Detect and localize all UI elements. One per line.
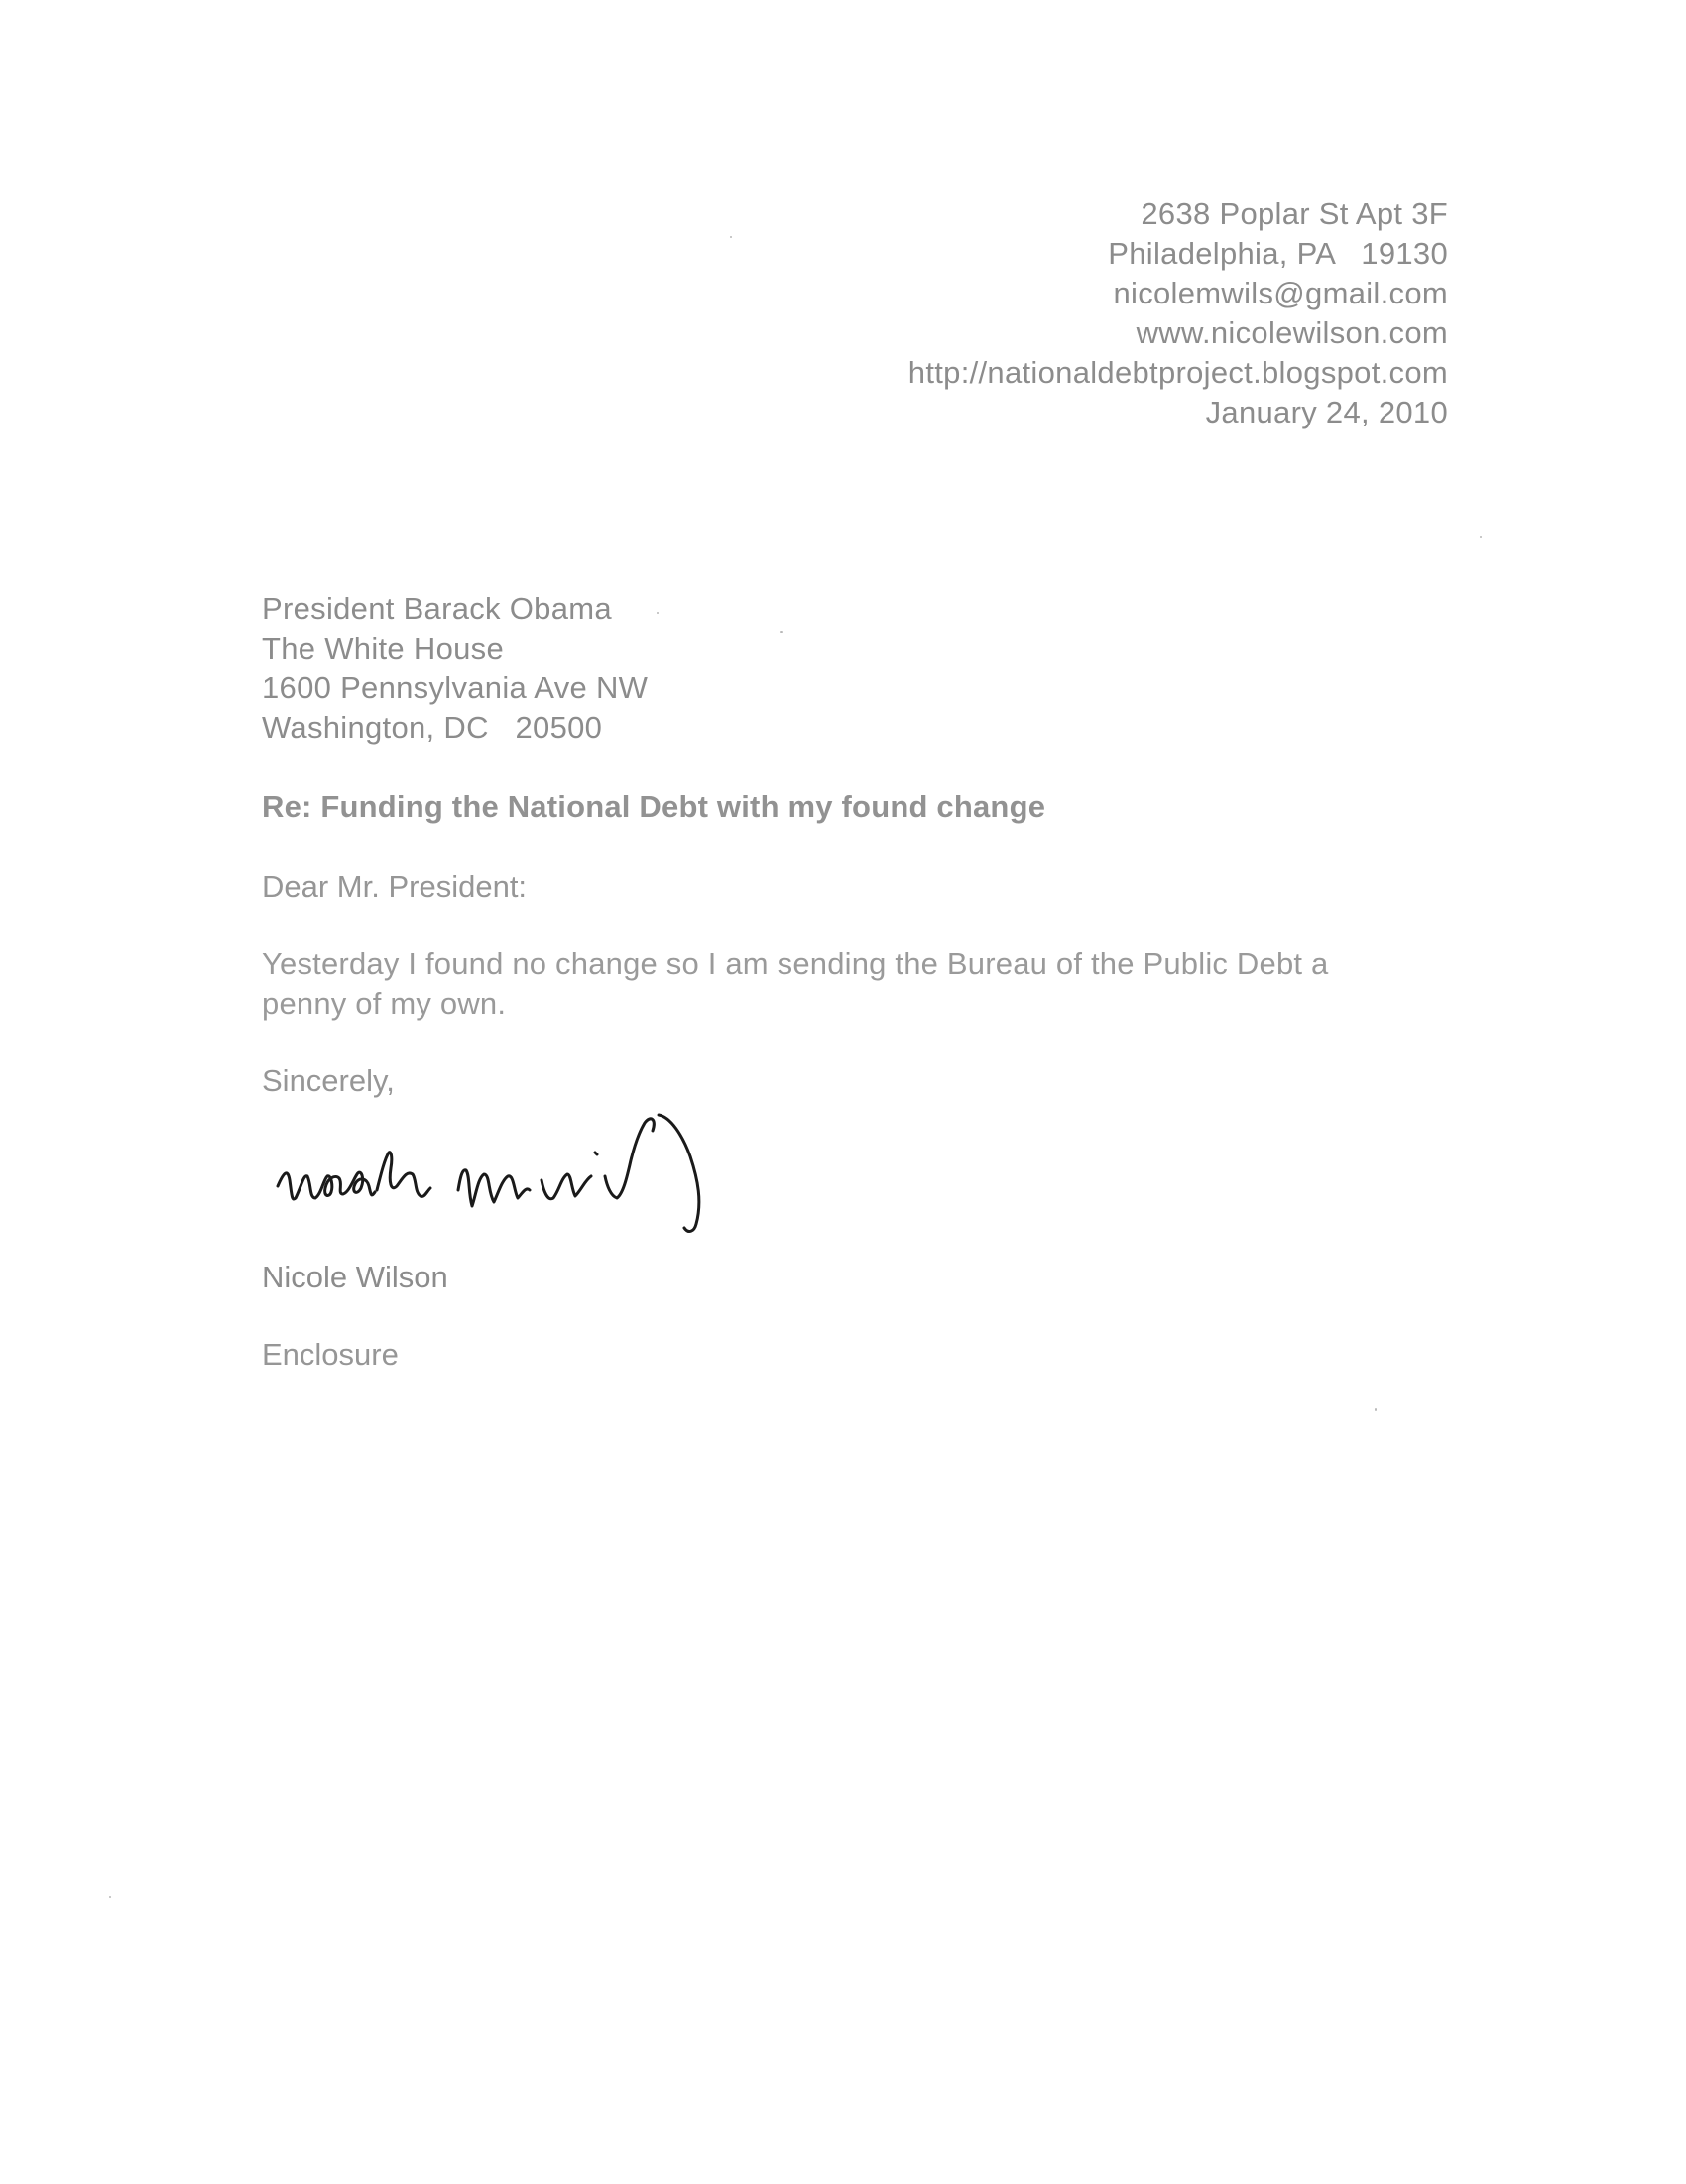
salutation: Dear Mr. President: (262, 869, 528, 904)
sender-blog: http://nationaldebtproject.blogspot.com (907, 355, 1448, 390)
scan-speck (1480, 536, 1482, 538)
recipient-name: President Barack Obama (262, 591, 612, 626)
recipient-block (262, 589, 648, 748)
recipient-organization: The White House (262, 631, 504, 666)
sender-email: nicolemwils@gmail.com (1113, 276, 1448, 310)
subject-line: Re: Funding the National Debt with my found change (262, 789, 1046, 824)
scan-speck (780, 631, 783, 633)
handwritten-signature (274, 1095, 789, 1244)
sender-address-line1: 2638 Poplar St Apt 3F (1141, 196, 1448, 231)
scan-speck (1375, 1408, 1377, 1411)
sender-address-line2: Philadelphia, PA 19130 (1108, 236, 1448, 271)
recipient-city-state-zip: Washington, DC 20500 (262, 710, 603, 745)
enclosure-notation: Enclosure (262, 1337, 399, 1372)
scan-speck (657, 612, 659, 614)
letter-date: January 24, 2010 (1205, 395, 1448, 429)
scan-speck (109, 1896, 111, 1898)
sender-website: www.nicolewilson.com (1136, 315, 1448, 350)
signer-name: Nicole Wilson (262, 1260, 448, 1294)
sender-block (908, 194, 1448, 432)
closing: Sincerely, (262, 1063, 395, 1098)
letter-body: Yesterday I found no change so I am sending the Bureau of the Public Debt a penny of my own. (262, 946, 1329, 1021)
recipient-street: 1600 Pennsylvania Ave NW (262, 670, 649, 705)
scan-speck (730, 236, 732, 238)
